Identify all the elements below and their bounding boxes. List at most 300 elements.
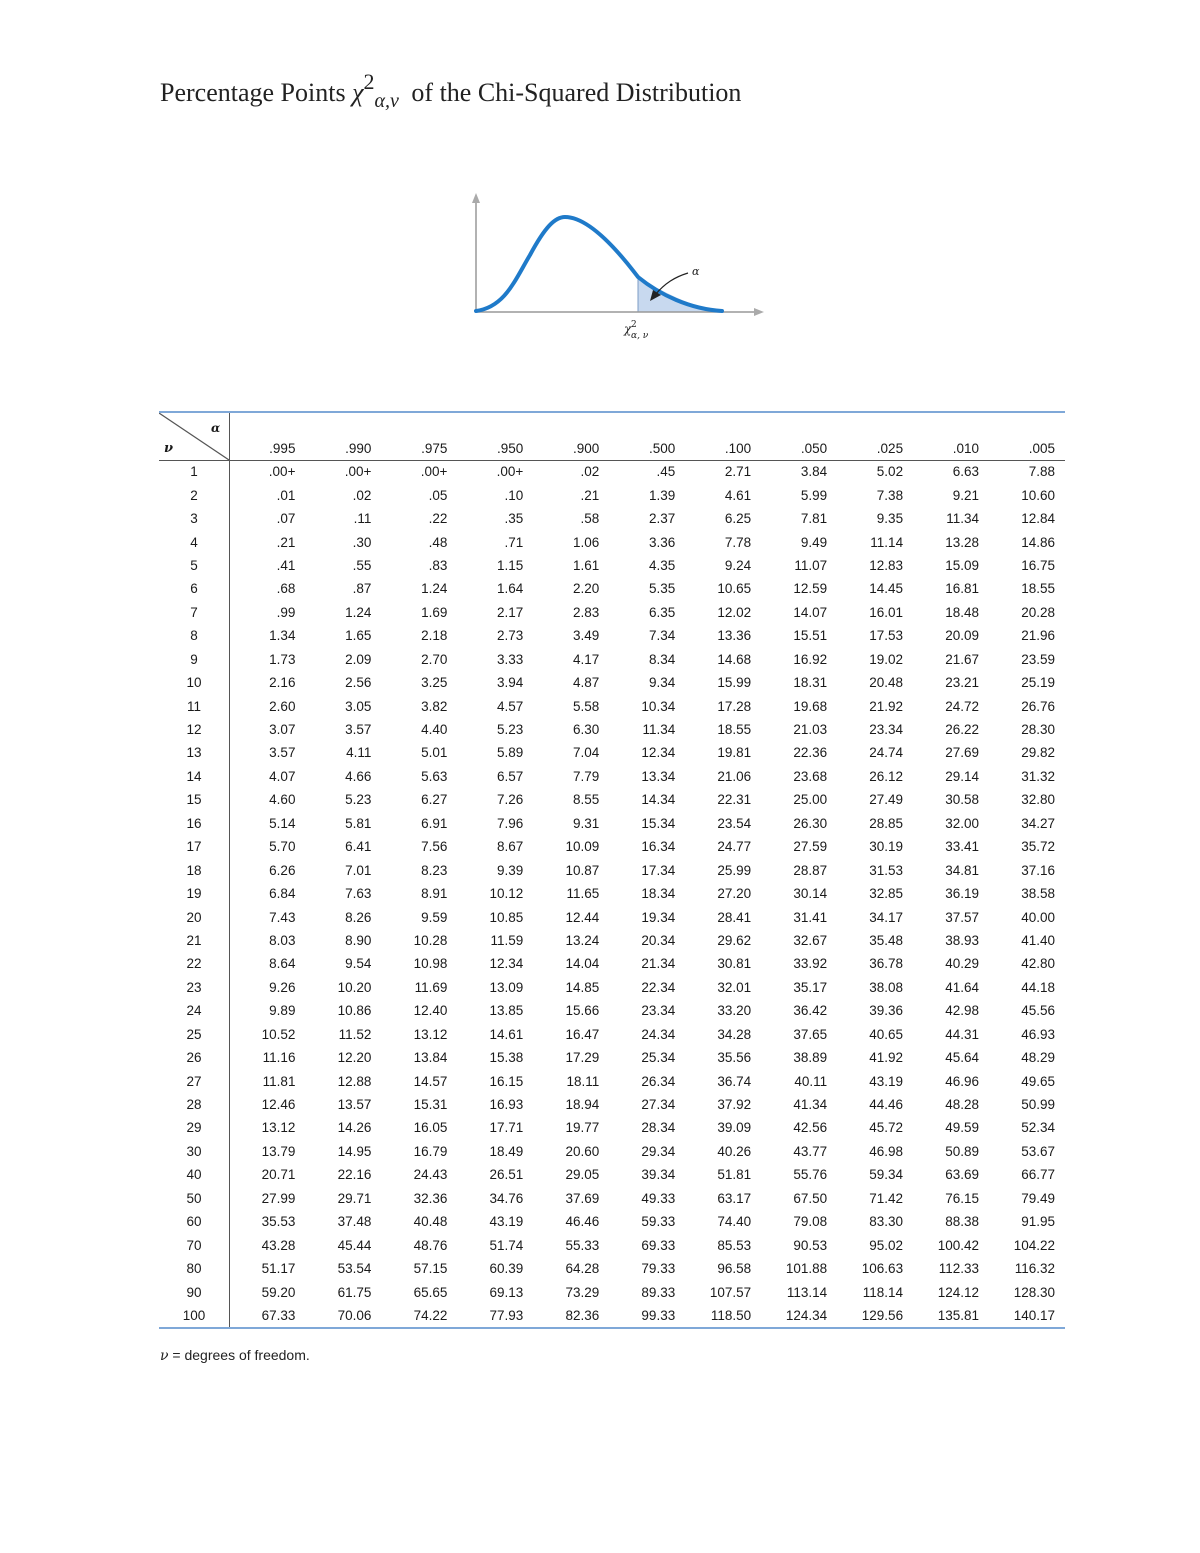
value-cell: 70.06	[337, 1307, 372, 1323]
value-cell: 59.33	[641, 1214, 676, 1230]
value-cell: 4.07	[269, 768, 296, 784]
value-cell: 69.33	[641, 1237, 676, 1253]
value-cell: 4.17	[572, 651, 600, 667]
value-cell: 79.08	[793, 1214, 828, 1230]
value-cell: 11.65	[566, 886, 600, 902]
value-cell: 6.84	[269, 886, 296, 902]
value-cell: 2.16	[269, 675, 296, 691]
value-cell: 40.00	[1021, 909, 1055, 925]
table-row	[159, 835, 1065, 858]
value-cell: 29.82	[1021, 745, 1055, 761]
degrees-of-freedom-cell: 70	[159, 1233, 230, 1256]
degrees-of-freedom-cell: 8	[159, 624, 230, 647]
value-cell: 41.64	[945, 979, 980, 995]
value-cell: 10.87	[565, 862, 600, 878]
value-cell: 28.30	[1021, 722, 1055, 738]
value-cell: 3.05	[345, 698, 372, 714]
value-cell: 101.88	[785, 1261, 828, 1277]
value-cell: 45.56	[1021, 1003, 1055, 1019]
value-cell: .02	[580, 464, 600, 480]
value-cell: 46.96	[945, 1073, 980, 1089]
table-row	[159, 999, 1065, 1022]
value-cell: 32.36	[413, 1190, 448, 1206]
value-cell: 32.80	[1021, 792, 1055, 808]
table-row	[159, 671, 1065, 694]
value-cell: 7.78	[724, 534, 752, 550]
value-cell: 24.72	[945, 698, 980, 714]
value-cell: 34.28	[717, 1026, 752, 1042]
value-cell: 45.72	[869, 1120, 904, 1136]
value-cell: 29.14	[945, 768, 980, 784]
value-cell: 33.20	[717, 1003, 752, 1019]
value-cell: 49.59	[945, 1120, 980, 1136]
table-row	[159, 1233, 1065, 1256]
value-cell: 11.16	[262, 1050, 296, 1066]
value-cell: 53.54	[337, 1261, 372, 1277]
value-cell: 5.81	[345, 815, 372, 831]
value-cell: 48.29	[1021, 1050, 1055, 1066]
value-cell: 18.94	[565, 1097, 600, 1113]
value-cell: 135.81	[937, 1307, 980, 1323]
degrees-of-freedom-cell: 18	[159, 858, 230, 881]
table-row	[159, 929, 1065, 952]
table-row	[159, 1210, 1065, 1233]
alpha-header: .900	[533, 413, 609, 460]
footnote-text: = degrees of freedom.	[172, 1347, 310, 1363]
value-cell: 13.09	[489, 979, 524, 995]
value-cell: 19.34	[641, 909, 676, 925]
value-cell: 16.47	[565, 1026, 600, 1042]
value-cell: 14.07	[793, 604, 828, 620]
value-cell: 20.09	[945, 628, 980, 644]
page-title	[160, 69, 742, 112]
value-cell: 16.34	[641, 839, 676, 855]
value-cell: .05	[428, 487, 448, 503]
value-cell: 14.61	[489, 1026, 524, 1042]
value-cell: 20.34	[641, 932, 676, 948]
value-cell: 17.53	[869, 628, 904, 644]
value-cell: 40.11	[794, 1073, 828, 1089]
value-cell: 5.01	[421, 745, 448, 761]
value-cell: 36.78	[869, 956, 904, 972]
value-cell: 42.56	[793, 1120, 828, 1136]
value-cell: 40.26	[717, 1143, 752, 1159]
value-cell: 24.77	[717, 839, 752, 855]
value-cell: 24.43	[413, 1167, 448, 1183]
value-cell: .00+	[268, 464, 296, 480]
value-cell: 8.23	[421, 862, 448, 878]
title-suffix: of the Chi-Squared Distribution	[411, 78, 742, 107]
value-cell: 95.02	[869, 1237, 904, 1253]
degrees-of-freedom-cell: 11	[159, 694, 230, 717]
value-cell: 2.20	[572, 581, 600, 597]
degrees-of-freedom-cell: 15	[159, 788, 230, 811]
value-cell: 49.33	[641, 1190, 676, 1206]
value-cell: 6.63	[952, 464, 980, 480]
value-cell: 22.34	[641, 979, 676, 995]
degrees-of-freedom-cell: 9	[159, 648, 230, 671]
value-cell: 4.35	[648, 557, 676, 573]
value-cell: 14.45	[869, 581, 904, 597]
table-row	[159, 1140, 1065, 1163]
value-cell: 40.48	[413, 1214, 448, 1230]
value-cell: 118.14	[862, 1284, 904, 1300]
value-cell: 11.59	[490, 932, 524, 948]
value-cell: 8.67	[497, 839, 524, 855]
value-cell: 20.60	[565, 1143, 600, 1159]
value-cell: 32.67	[793, 932, 828, 948]
degrees-of-freedom-cell: 27	[159, 1069, 230, 1092]
value-cell: 41.34	[793, 1097, 828, 1113]
value-cell: 15.66	[565, 1003, 600, 1019]
value-cell: 51.17	[261, 1261, 296, 1277]
value-cell: 9.54	[345, 956, 372, 972]
value-cell: 12.20	[337, 1050, 372, 1066]
value-cell: 6.57	[497, 768, 524, 784]
value-cell: 9.34	[648, 675, 676, 691]
value-cell: 36.19	[945, 886, 980, 902]
x-axis-arrow	[754, 308, 764, 316]
value-cell: 74.40	[717, 1214, 752, 1230]
value-cell: 96.58	[717, 1261, 752, 1277]
table-row	[159, 554, 1065, 577]
value-cell: 15.38	[489, 1050, 524, 1066]
title-prefix: Percentage Points	[160, 78, 346, 107]
value-cell: 16.92	[793, 651, 828, 667]
value-cell: 67.33	[261, 1307, 296, 1323]
x-label-symbol: χ	[624, 322, 632, 336]
degrees-of-freedom-cell: 14	[159, 765, 230, 788]
degrees-of-freedom-cell: 21	[159, 929, 230, 952]
value-cell: 25.34	[641, 1050, 676, 1066]
value-cell: 27.59	[793, 839, 828, 855]
footnote-symbol: ν	[160, 1348, 169, 1364]
table-row	[159, 530, 1065, 553]
value-cell: 38.93	[945, 932, 980, 948]
value-cell: 42.80	[1021, 956, 1055, 972]
value-cell: 7.88	[1028, 464, 1055, 480]
value-cell: 23.68	[793, 768, 828, 784]
alpha-header: .100	[685, 413, 761, 460]
table-row	[159, 460, 1065, 483]
value-cell: 11.14	[870, 534, 904, 550]
value-cell: 16.81	[945, 581, 980, 597]
value-cell: 5.23	[345, 792, 372, 808]
value-cell: 1.06	[572, 534, 600, 550]
value-cell: 45.44	[337, 1237, 372, 1253]
value-cell: .87	[352, 581, 372, 597]
value-cell: 17.34	[641, 862, 676, 878]
value-cell: 29.05	[565, 1167, 600, 1183]
table-row	[159, 507, 1065, 530]
value-cell: .68	[276, 581, 296, 597]
value-cell: 1.61	[572, 557, 600, 573]
degrees-of-freedom-cell: 100	[159, 1304, 230, 1327]
value-cell: 8.55	[572, 792, 600, 808]
value-cell: 9.35	[876, 511, 904, 527]
value-cell: 3.49	[572, 628, 600, 644]
value-cell: 21.92	[869, 698, 904, 714]
value-cell: 3.82	[421, 698, 448, 714]
value-cell: .10	[504, 487, 524, 503]
value-cell: 16.93	[489, 1097, 524, 1113]
value-cell: 88.38	[945, 1214, 980, 1230]
value-cell: 41.92	[869, 1050, 904, 1066]
table-body	[159, 460, 1065, 1327]
value-cell: 6.41	[345, 839, 372, 855]
degrees-of-freedom-cell: 50	[159, 1187, 230, 1210]
table-row	[159, 624, 1065, 647]
value-cell: 11.07	[794, 557, 828, 573]
value-cell: 37.69	[565, 1190, 600, 1206]
degrees-of-freedom-cell: 25	[159, 1023, 230, 1046]
value-cell: 22.36	[793, 745, 828, 761]
value-cell: 2.56	[345, 675, 372, 691]
value-cell: 18.55	[1021, 581, 1055, 597]
value-cell: 140.17	[1013, 1307, 1055, 1323]
value-cell: 10.60	[1021, 487, 1055, 503]
value-cell: 30.19	[869, 839, 904, 855]
value-cell: 17.71	[489, 1120, 524, 1136]
value-cell: 1.24	[421, 581, 448, 597]
value-cell: 38.89	[793, 1050, 828, 1066]
value-cell: 1.15	[497, 557, 524, 573]
degrees-of-freedom-cell: 5	[159, 554, 230, 577]
value-cell: 8.34	[648, 651, 676, 667]
value-cell: 6.91	[421, 815, 448, 831]
title-superscript: 2	[363, 69, 375, 94]
value-cell: 4.87	[572, 675, 600, 691]
value-cell: 69.13	[489, 1284, 524, 1300]
value-cell: 13.79	[261, 1143, 296, 1159]
value-cell: 14.85	[565, 979, 600, 995]
value-cell: 50.99	[1021, 1097, 1055, 1113]
value-cell: 29.71	[337, 1190, 372, 1206]
value-cell: 1.34	[269, 628, 296, 644]
value-cell: 4.60	[269, 792, 296, 808]
value-cell: 12.34	[489, 956, 524, 972]
degrees-of-freedom-cell: 80	[159, 1257, 230, 1280]
value-cell: 27.99	[261, 1190, 296, 1206]
value-cell: 11.34	[946, 511, 980, 527]
value-cell: 63.69	[945, 1167, 980, 1183]
degrees-of-freedom-cell: 29	[159, 1116, 230, 1139]
degrees-of-freedom-cell: 1	[159, 460, 230, 483]
value-cell: 26.12	[869, 768, 904, 784]
value-cell: 23.59	[1021, 651, 1055, 667]
value-cell: 15.51	[793, 628, 828, 644]
value-cell: 23.54	[717, 815, 752, 831]
value-cell: 33.92	[793, 956, 828, 972]
value-cell: 99.33	[641, 1307, 676, 1323]
value-cell: 18.11	[566, 1073, 600, 1089]
value-cell: .00+	[344, 464, 372, 480]
value-cell: 3.07	[269, 722, 296, 738]
value-cell: 7.96	[497, 815, 524, 831]
value-cell: 11.34	[642, 722, 676, 738]
value-cell: .35	[504, 511, 524, 527]
table-row	[159, 858, 1065, 881]
value-cell: .02	[352, 487, 372, 503]
value-cell: 22.31	[717, 792, 752, 808]
chi-squared-density-figure	[460, 185, 780, 345]
y-axis-arrow	[472, 193, 480, 203]
value-cell: 14.04	[565, 956, 600, 972]
value-cell: 18.48	[945, 604, 980, 620]
value-cell: 91.95	[1021, 1214, 1055, 1230]
table-row	[159, 765, 1065, 788]
value-cell: 1.73	[269, 651, 296, 667]
value-cell: 41.40	[1021, 932, 1055, 948]
value-cell: 4.40	[421, 722, 448, 738]
value-cell: 5.70	[269, 839, 296, 855]
value-cell: 51.81	[717, 1167, 752, 1183]
value-cell: 34.27	[1021, 815, 1055, 831]
degrees-of-freedom-cell: 3	[159, 507, 230, 530]
value-cell: 14.34	[641, 792, 676, 808]
value-cell: 10.52	[261, 1026, 296, 1042]
value-cell: 20.71	[261, 1167, 296, 1183]
value-cell: 2.71	[724, 464, 752, 480]
x-label-superscript: 2	[631, 320, 637, 330]
value-cell: 10.09	[565, 839, 600, 855]
value-cell: 19.02	[869, 651, 904, 667]
value-cell: 23.34	[641, 1003, 676, 1019]
value-cell: 76.15	[945, 1190, 980, 1206]
value-cell: 40.29	[945, 956, 980, 972]
value-cell: 16.15	[489, 1073, 524, 1089]
value-cell: 129.56	[861, 1307, 904, 1323]
value-cell: 5.99	[800, 487, 828, 503]
value-cell: .58	[580, 511, 600, 527]
value-cell: 19.81	[717, 745, 752, 761]
alpha-header: .950	[457, 413, 533, 460]
table-row	[159, 1023, 1065, 1046]
value-cell: 36.74	[717, 1073, 752, 1089]
value-cell: 49.65	[1021, 1073, 1055, 1089]
percentage-points-table	[159, 413, 1065, 1327]
degrees-of-freedom-cell: 6	[159, 577, 230, 600]
value-cell: 5.58	[572, 698, 600, 714]
value-cell: 12.34	[641, 745, 676, 761]
value-cell: 12.83	[869, 557, 904, 573]
value-cell: 61.75	[337, 1284, 372, 1300]
corner-alpha-label: α	[211, 421, 221, 435]
value-cell: 8.90	[345, 932, 372, 948]
value-cell: 2.18	[421, 628, 448, 644]
value-cell: .55	[352, 557, 372, 573]
value-cell: .11	[353, 511, 372, 527]
value-cell: 38.08	[869, 979, 904, 995]
value-cell: 3.84	[800, 464, 828, 480]
value-cell: 13.28	[945, 534, 980, 550]
value-cell: 116.32	[1014, 1261, 1055, 1277]
value-cell: 34.81	[945, 862, 980, 878]
value-cell: 12.02	[717, 604, 752, 620]
value-cell: .71	[504, 534, 524, 550]
value-cell: 13.12	[413, 1026, 448, 1042]
value-cell: 25.99	[717, 862, 752, 878]
value-cell: 124.12	[937, 1284, 980, 1300]
value-cell: 26.51	[489, 1167, 524, 1183]
chi-squared-table	[159, 411, 1065, 1329]
value-cell: 107.57	[709, 1284, 752, 1300]
value-cell: 1.39	[648, 487, 676, 503]
value-cell: 3.36	[648, 534, 676, 550]
value-cell: 5.23	[497, 722, 524, 738]
value-cell: .07	[276, 511, 296, 527]
table-row	[159, 1187, 1065, 1210]
degrees-of-freedom-cell: 4	[159, 530, 230, 553]
value-cell: 4.66	[345, 768, 372, 784]
value-cell: 5.02	[876, 464, 904, 480]
value-cell: .99	[276, 604, 296, 620]
table-row	[159, 718, 1065, 741]
value-cell: 27.20	[717, 886, 752, 902]
value-cell: 13.85	[489, 1003, 524, 1019]
value-cell: 37.48	[337, 1214, 372, 1230]
value-cell: 51.74	[489, 1237, 524, 1253]
value-cell: 32.01	[717, 979, 752, 995]
value-cell: 23.21	[945, 675, 980, 691]
value-cell: 43.19	[869, 1073, 904, 1089]
value-cell: 27.69	[945, 745, 980, 761]
table-row	[159, 812, 1065, 835]
value-cell: 5.14	[269, 815, 296, 831]
value-cell: 19.77	[565, 1120, 600, 1136]
value-cell: 85.53	[717, 1237, 752, 1253]
value-cell: 60.39	[489, 1261, 524, 1277]
table-row	[159, 976, 1065, 999]
degrees-of-freedom-cell: 10	[159, 671, 230, 694]
value-cell: 7.34	[648, 628, 676, 644]
degrees-of-freedom-cell: 12	[159, 718, 230, 741]
value-cell: 12.59	[793, 581, 828, 597]
value-cell: 48.28	[945, 1097, 980, 1113]
density-curve	[476, 217, 722, 311]
value-cell: 7.43	[269, 909, 296, 925]
degrees-of-freedom-cell: 40	[159, 1163, 230, 1186]
value-cell: 4.11	[346, 745, 372, 761]
value-cell: 37.65	[793, 1026, 828, 1042]
value-cell: 33.41	[945, 839, 980, 855]
value-cell: 48.76	[413, 1237, 448, 1253]
value-cell: .21	[580, 487, 600, 503]
value-cell: 3.25	[421, 675, 448, 691]
value-cell: 37.92	[717, 1097, 752, 1113]
value-cell: 34.76	[489, 1190, 524, 1206]
value-cell: 100.42	[937, 1237, 980, 1253]
value-cell: 43.77	[793, 1143, 828, 1159]
title-symbol: χ	[352, 78, 364, 107]
value-cell: .00+	[496, 464, 524, 480]
value-cell: 17.28	[717, 698, 752, 714]
value-cell: .41	[276, 557, 296, 573]
value-cell: 104.22	[1013, 1237, 1055, 1253]
value-cell: 8.91	[421, 886, 448, 902]
value-cell: 124.34	[785, 1307, 828, 1323]
value-cell: 39.09	[717, 1120, 752, 1136]
alpha-header: .995	[230, 413, 306, 460]
value-cell: 28.34	[641, 1120, 676, 1136]
value-cell: 16.01	[869, 604, 904, 620]
table-row	[159, 741, 1065, 764]
value-cell: 31.32	[1021, 768, 1055, 784]
value-cell: .21	[276, 534, 296, 550]
value-cell: 25.00	[793, 792, 828, 808]
value-cell: 44.18	[1021, 979, 1055, 995]
value-cell: 4.61	[724, 487, 752, 503]
